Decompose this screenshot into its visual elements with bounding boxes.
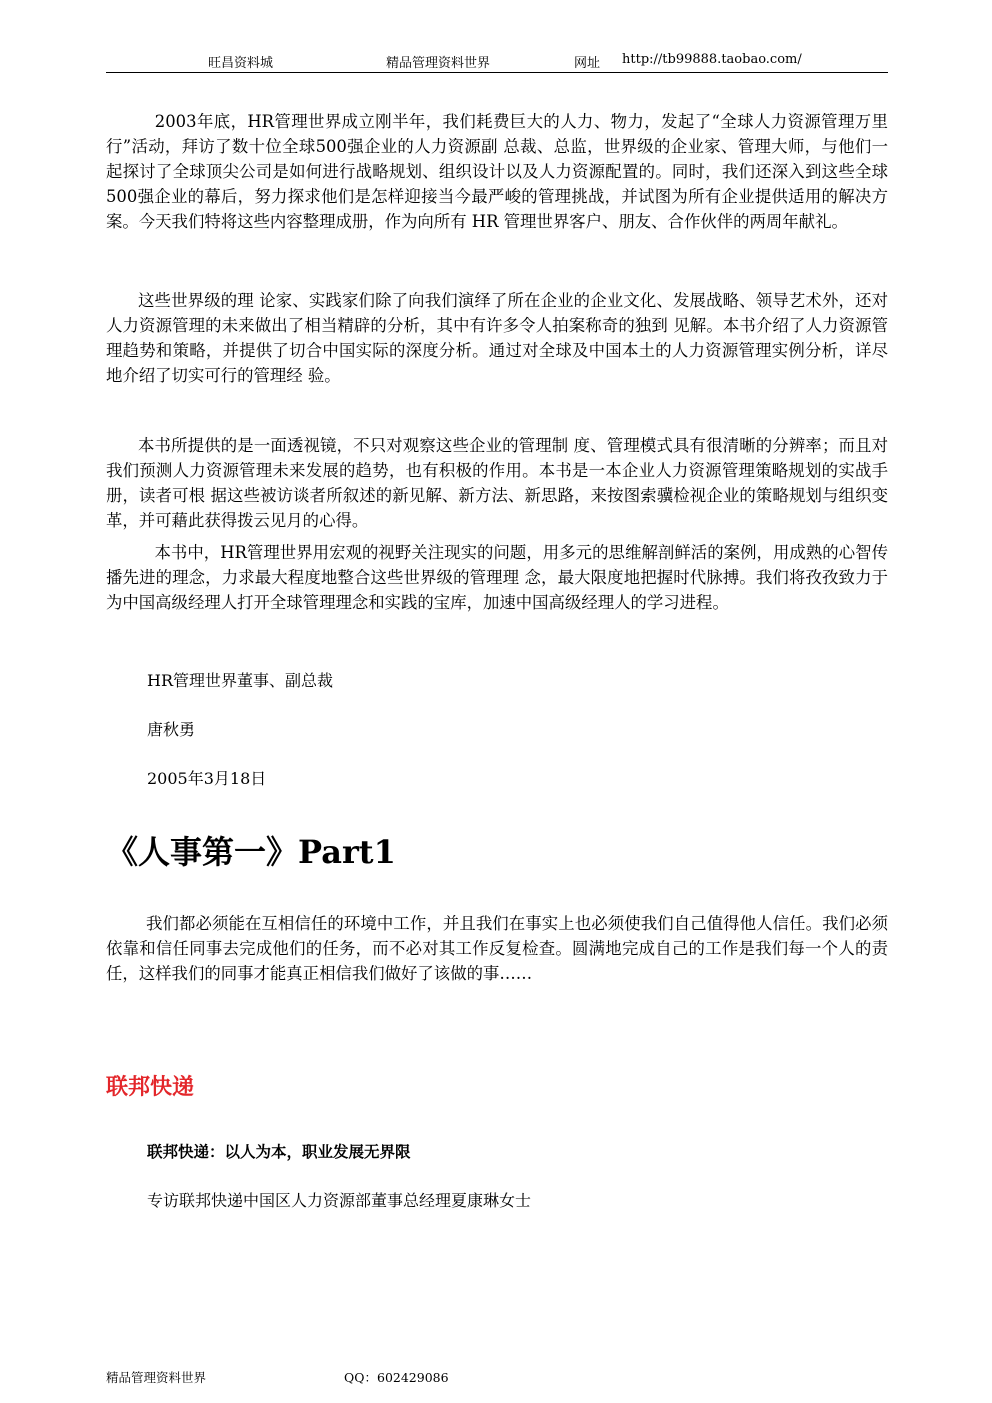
preface-paragraph-1: 2003年底，HR管理世界成立刚半年，我们耗费巨大的人力、物力，发起了“全球人力资源管理万里行”活动，拜访了数十位全球500强企业的人力资源副 总裁、总监，世界级的企业家、管理大师，与他们一起探讨了全球顶尖公司是如何进行战略规划、组织设计以及人力资源配置的。同时，我们还深入到这些全球 500强企业的幕后，努力探求他们是怎样迎接当今最严峻的管理挑战，并试图为所有企业提供适用的解决方案。今天我们特将这些内容整理成册，作为向所有 HR 管理世界客户、朋友、合作伙伴的两周年献礼。 <box>106 112 888 231</box>
section-heading: 联邦快递 <box>106 1075 195 1100</box>
chapter-intro: 我们都必须能在互相信任的环境中工作，并且我们在事实上也必须使我们自己值得他人信任。我们必须依靠和信任同事去完成他们的任务，而不必对其工作反复检查。圆满地完成自己的工作是我们每一个人的责任，这样我们的同事才能真正相信我们做好了该做的事…… <box>106 914 888 983</box>
header-site-name: 旺昌资料城 <box>208 56 274 71</box>
preface-paragraph-2: 这些世界级的理 论家、实践家们除了向我们演绎了所在企业的企业文化、发展战略、领导艺术外，还对人力资源管理的未来做出了相当精辟的分析，其中有许多令人拍案称奇的独到 见解。本书介绍了人力资源管理趋势和策略，并提供了切合中国实际的深度分析。通过对全球及中国本土的人力资源管理实例分析，详尽地介绍了切实可行的管理经 验。 <box>106 291 888 385</box>
section-byline: 专访联邦快递中国区人力资源部董事总经理夏康琳女士 <box>147 1191 532 1210</box>
chapter-title: 《人事第一》Part1 <box>106 833 396 871</box>
preface-paragraph-4: 本书中，HR管理世界用宏观的视野关注现实的问题，用多元的思维解剖鲜活的案例，用成熟的心智传播先进的理念，力求最大程度地整合这些世界级的管理理 念，最大限度地把握时代脉搏。我们将孜孜致力于为中国高级经理人打开全球管理理念和实践的宝库，加速中国高级经理人的学习进程。 <box>106 543 888 612</box>
page-header <box>106 52 888 73</box>
section-subtitle: 联邦快递：以人为本，职业发展无界限 <box>147 1143 411 1161</box>
signature-role: HR管理世界董事、副总裁 <box>147 671 334 690</box>
signature-name: 唐秋勇 <box>147 720 196 739</box>
footer-site-name: 精品管理资料世界 <box>106 1370 207 1385</box>
signature-date: 2005年3月18日 <box>147 769 267 788</box>
header-url-link[interactable]: http://tb99888.taobao.com/ <box>622 52 802 67</box>
footer-qq: QQ：602429086 <box>344 1370 449 1385</box>
header-tagline: 精品管理资料世界 <box>386 56 491 71</box>
header-url-label: 网址 <box>574 56 601 71</box>
preface-paragraph-3: 本书所提供的是一面透视镜，不只对观察这些企业的管理制 度、管理模式具有很清晰的分辨率；而且对我们预测人力资源管理未来发展的趋势，也有积极的作用。本书是一本企业人力资源管理策略规划的实战手册，读者可根 据这些被访谈者所叙述的新见解、新方法、新思路，来按图索骥检视企业的策略规划与组织变革，并可藉此获得拨云见月的心得。 <box>106 436 888 530</box>
